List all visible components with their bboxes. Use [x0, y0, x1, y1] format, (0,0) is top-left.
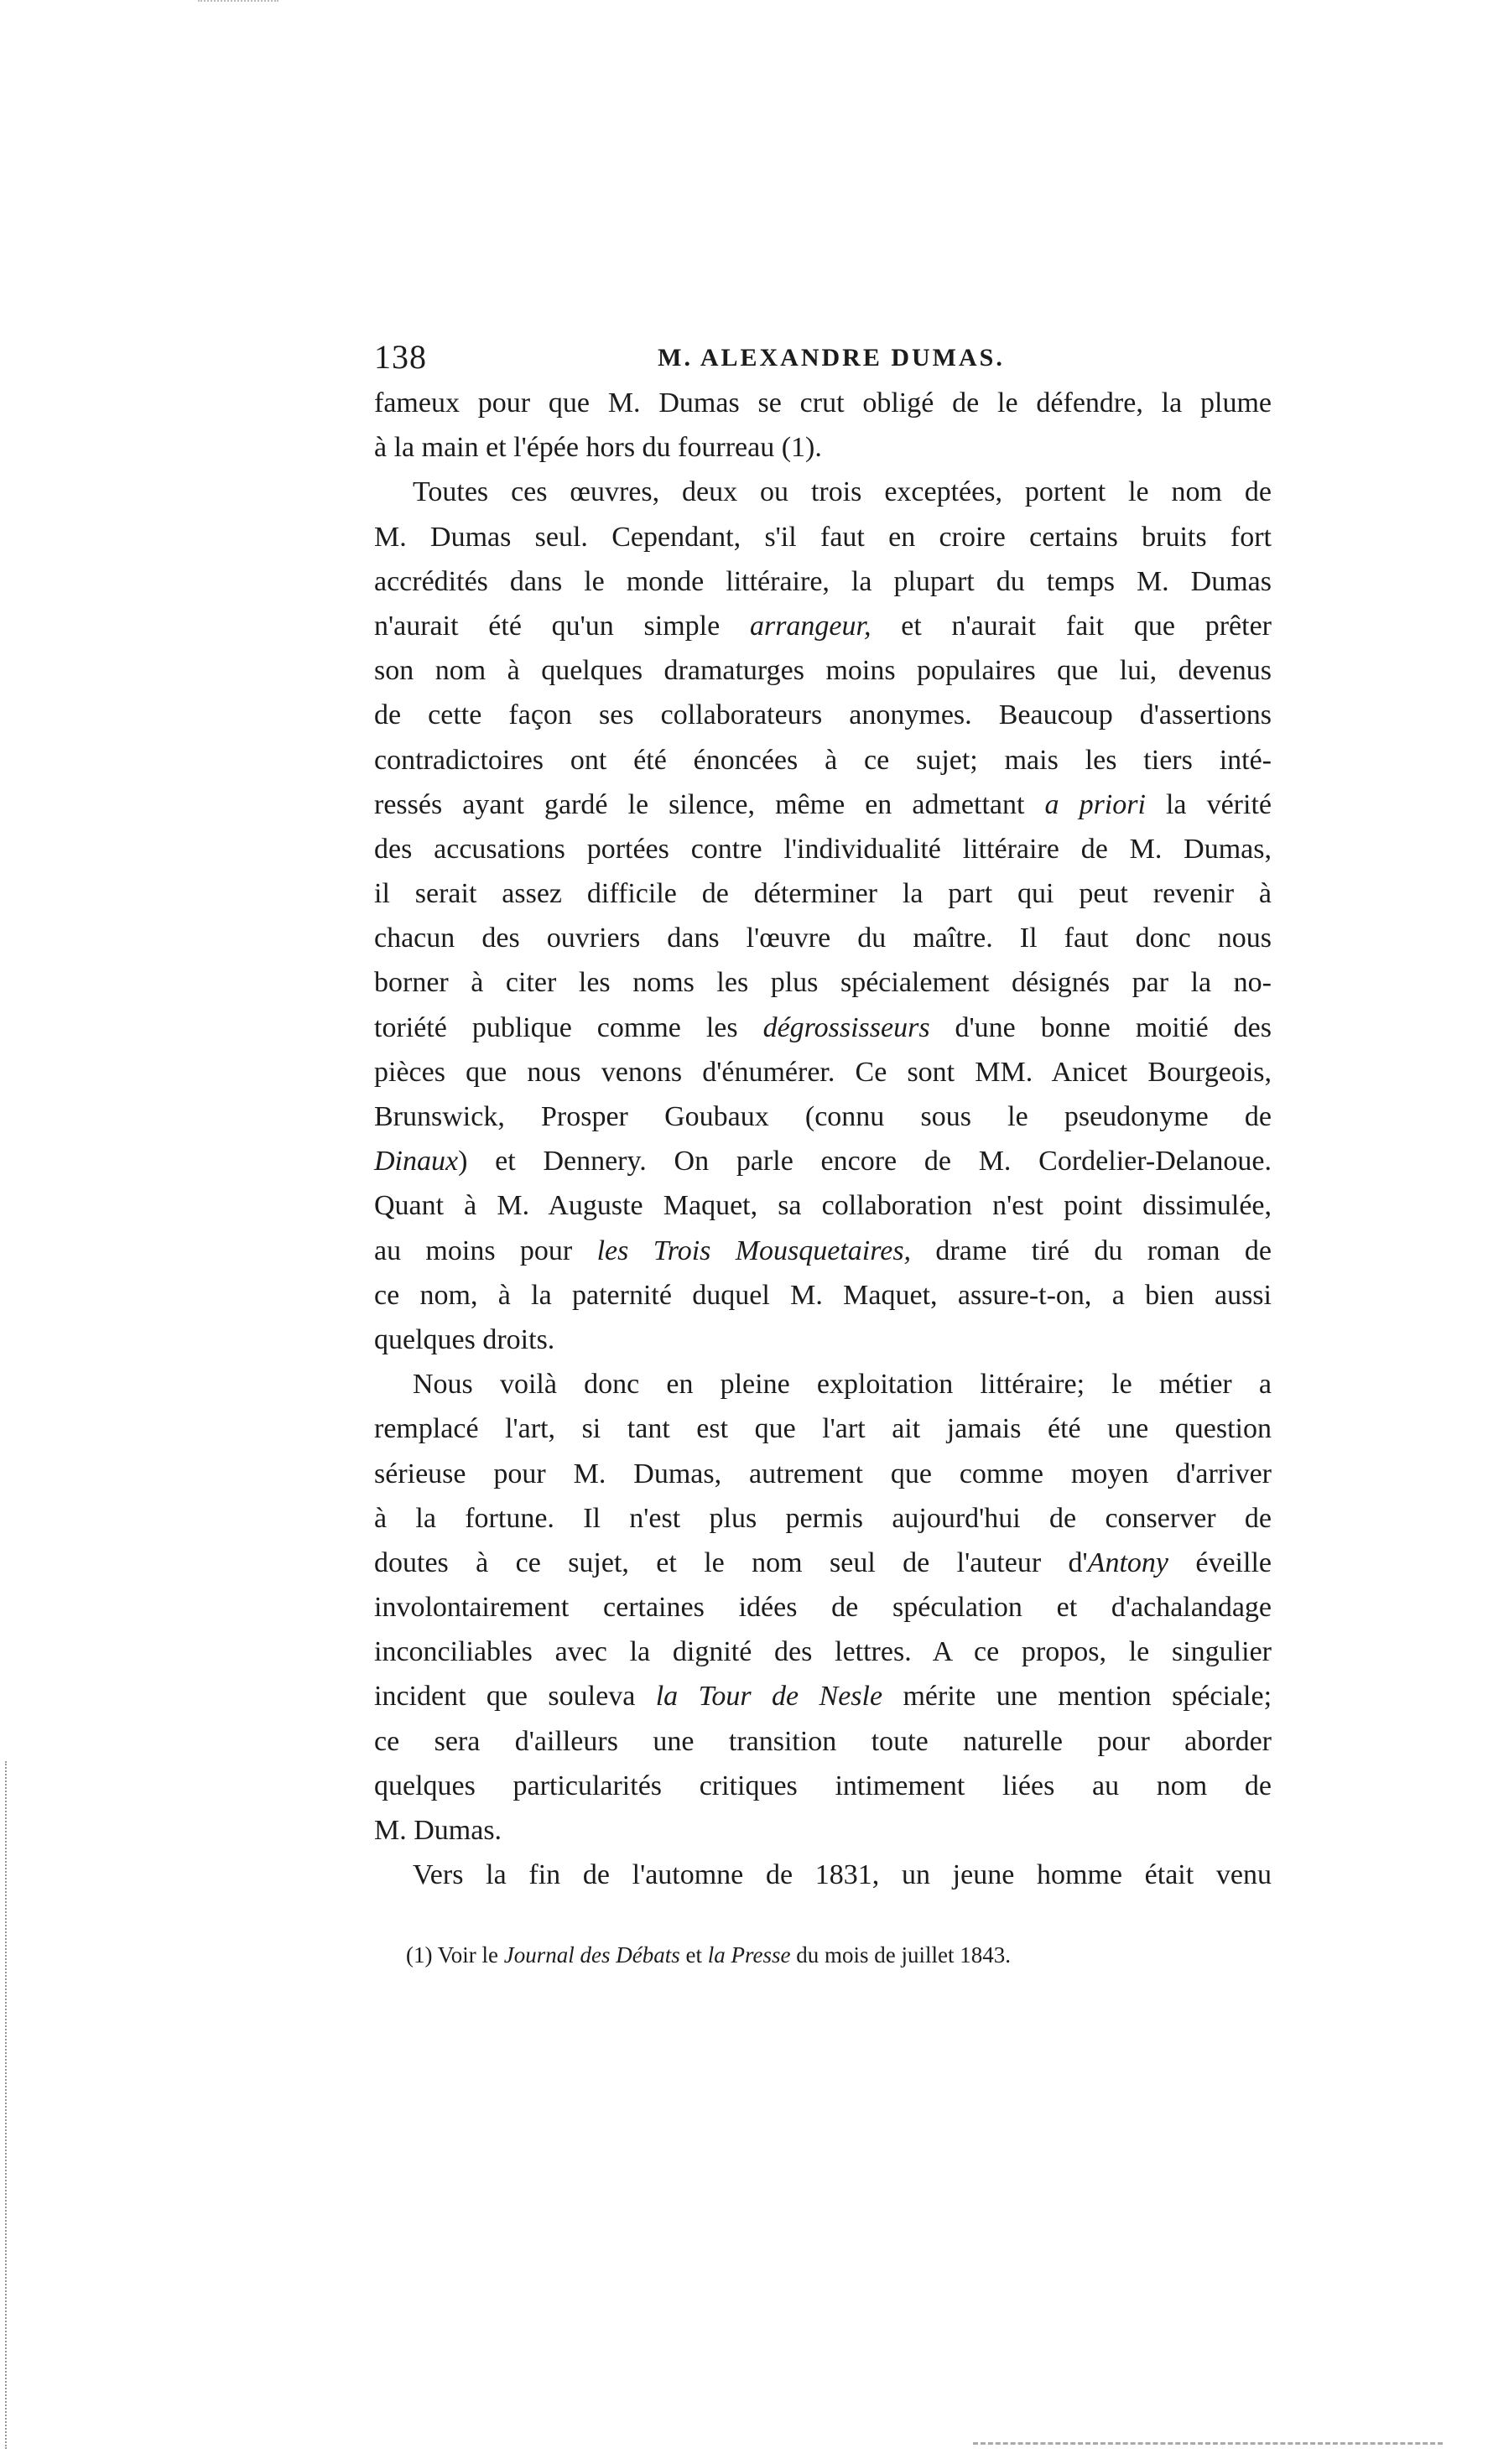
- text-line: [374, 1006, 1272, 1050]
- scan-artifact-margin: [5, 1761, 10, 2449]
- italic-text: la Presse: [707, 1942, 791, 1968]
- text-segment: toriété publique comme les: [374, 1011, 763, 1043]
- text-line: des accusations portées contre l'individualité littéraire de M. Dumas,: [374, 833, 1272, 865]
- text-line: sérieuse pour M. Dumas, autrement que comme moyen d'arriver: [374, 1458, 1272, 1489]
- text-line: borner à citer les noms les plus spécialement désignés par la no-: [374, 967, 1272, 999]
- text-line: remplacé l'art, si tant est que l'art ait jamais été une question: [374, 1413, 1272, 1445]
- text-segment: drame tiré du roman de: [911, 1235, 1272, 1266]
- text-segment: et n'aurait fait que prêter: [871, 610, 1272, 642]
- page-number: 138: [374, 338, 427, 376]
- text-line: de cette façon ses collaborateurs anonymes. Beaucoup d'assertions: [374, 699, 1272, 731]
- text-line: accrédités dans le monde littéraire, la plupart du temps M. Dumas: [374, 565, 1272, 597]
- text-segment: incident que souleva: [374, 1681, 656, 1713]
- text-segment: n'aurait été qu'un simple: [374, 610, 750, 642]
- italic-text: arrangeur,: [749, 610, 871, 642]
- footnote: [406, 1942, 1011, 1968]
- text-line: involontairement certaines idées de spéculation et d'achalandage: [374, 1592, 1272, 1624]
- running-title: M. ALEXANDRE DUMAS.: [658, 344, 1005, 372]
- text-line: [374, 1541, 1272, 1585]
- text-line: à la main et l'épée hors du fourreau (1).: [374, 432, 822, 464]
- text-segment: ) et Dennery. On parle encore de M. Cordelier-Delanoue.: [458, 1146, 1272, 1177]
- page-header: [374, 337, 1288, 379]
- text-line: quelques particularités critiques intimement liées au nom de: [374, 1770, 1272, 1801]
- text-line: quelques droits.: [374, 1323, 555, 1355]
- italic-text: dégrossisseurs: [762, 1011, 930, 1043]
- text-line: Nous voilà donc en pleine exploitation littéraire; le métier a: [413, 1369, 1272, 1401]
- text-line: [374, 1139, 1272, 1183]
- text-line: Toutes ces œuvres, deux ou trois exceptées, portent le nom de: [413, 476, 1272, 508]
- text-line: chacun des ouvriers dans l'œuvre du maître. Il faut donc nous: [374, 923, 1272, 954]
- text-line: M. Dumas seul. Cependant, s'il faut en croire certains bruits fort: [374, 521, 1272, 553]
- text-segment: doutes à ce sujet, et le nom seul de l'auteur d': [374, 1546, 1088, 1578]
- italic-text: Antony: [1087, 1546, 1168, 1578]
- scan-artifact-top: [198, 0, 278, 3]
- text-segment: du mois de juillet 1843.: [790, 1942, 1011, 1968]
- text-line: son nom à quelques dramaturges moins populaires que lui, devenus: [374, 655, 1272, 687]
- text-line: inconciliables avec la dignité des lettres. A ce propos, le singulier: [374, 1636, 1272, 1668]
- text-segment: au moins pour: [374, 1235, 597, 1266]
- text-line: Vers la fin de l'automne de 1831, un jeune homme était venu: [413, 1859, 1272, 1891]
- text-line: fameux pour que M. Dumas se crut obligé de le défendre, la plume: [374, 387, 1272, 418]
- italic-text: Dinaux: [374, 1146, 459, 1177]
- text-line: contradictoires ont été énoncées à ce sujet; mais les tiers inté-: [374, 744, 1272, 776]
- text-line: ce sera d'ailleurs une transition toute naturelle pour aborder: [374, 1725, 1272, 1757]
- text-line: [374, 1229, 1272, 1273]
- text-segment: ressés ayant gardé le silence, même en admettant: [374, 788, 1045, 820]
- text-line: [374, 604, 1272, 648]
- text-line: pièces que nous venons d'énumérer. Ce sont MM. Anicet Bourgeois,: [374, 1056, 1272, 1088]
- italic-text: la Tour de Nesle: [655, 1681, 883, 1713]
- text-segment: mérite une mention spéciale;: [882, 1681, 1272, 1713]
- italic-text: a priori: [1044, 788, 1146, 820]
- text-segment: et: [679, 1942, 708, 1968]
- italic-text: Journal des Débats: [503, 1942, 680, 1968]
- text-line: [374, 782, 1272, 827]
- text-line: Brunswick, Prosper Goubaux (connu sous le pseudonyme de: [374, 1101, 1272, 1132]
- scan-artifact-bottom: [973, 2442, 1443, 2446]
- text-segment: d'une bonne moitié des: [929, 1011, 1272, 1043]
- text-line: Quant à M. Auguste Maquet, sa collaboration n'est point dissimulée,: [374, 1190, 1272, 1222]
- text-segment: (1) Voir le: [406, 1942, 504, 1968]
- text-line: il serait assez difficile de déterminer la part qui peut revenir à: [374, 878, 1272, 910]
- text-line: [374, 1674, 1272, 1718]
- text-line: ce nom, à la paternité duquel M. Maquet, assure-t-on, a bien aussi: [374, 1279, 1272, 1311]
- text-line: à la fortune. Il n'est plus permis aujourd'hui de conserver de: [374, 1502, 1272, 1534]
- text-segment: la vérité: [1145, 788, 1272, 820]
- italic-text: les Trois Mousquetaires,: [596, 1235, 912, 1266]
- text-line: M. Dumas.: [374, 1815, 502, 1846]
- text-segment: éveille: [1168, 1546, 1272, 1578]
- body-text: [374, 381, 1272, 1897]
